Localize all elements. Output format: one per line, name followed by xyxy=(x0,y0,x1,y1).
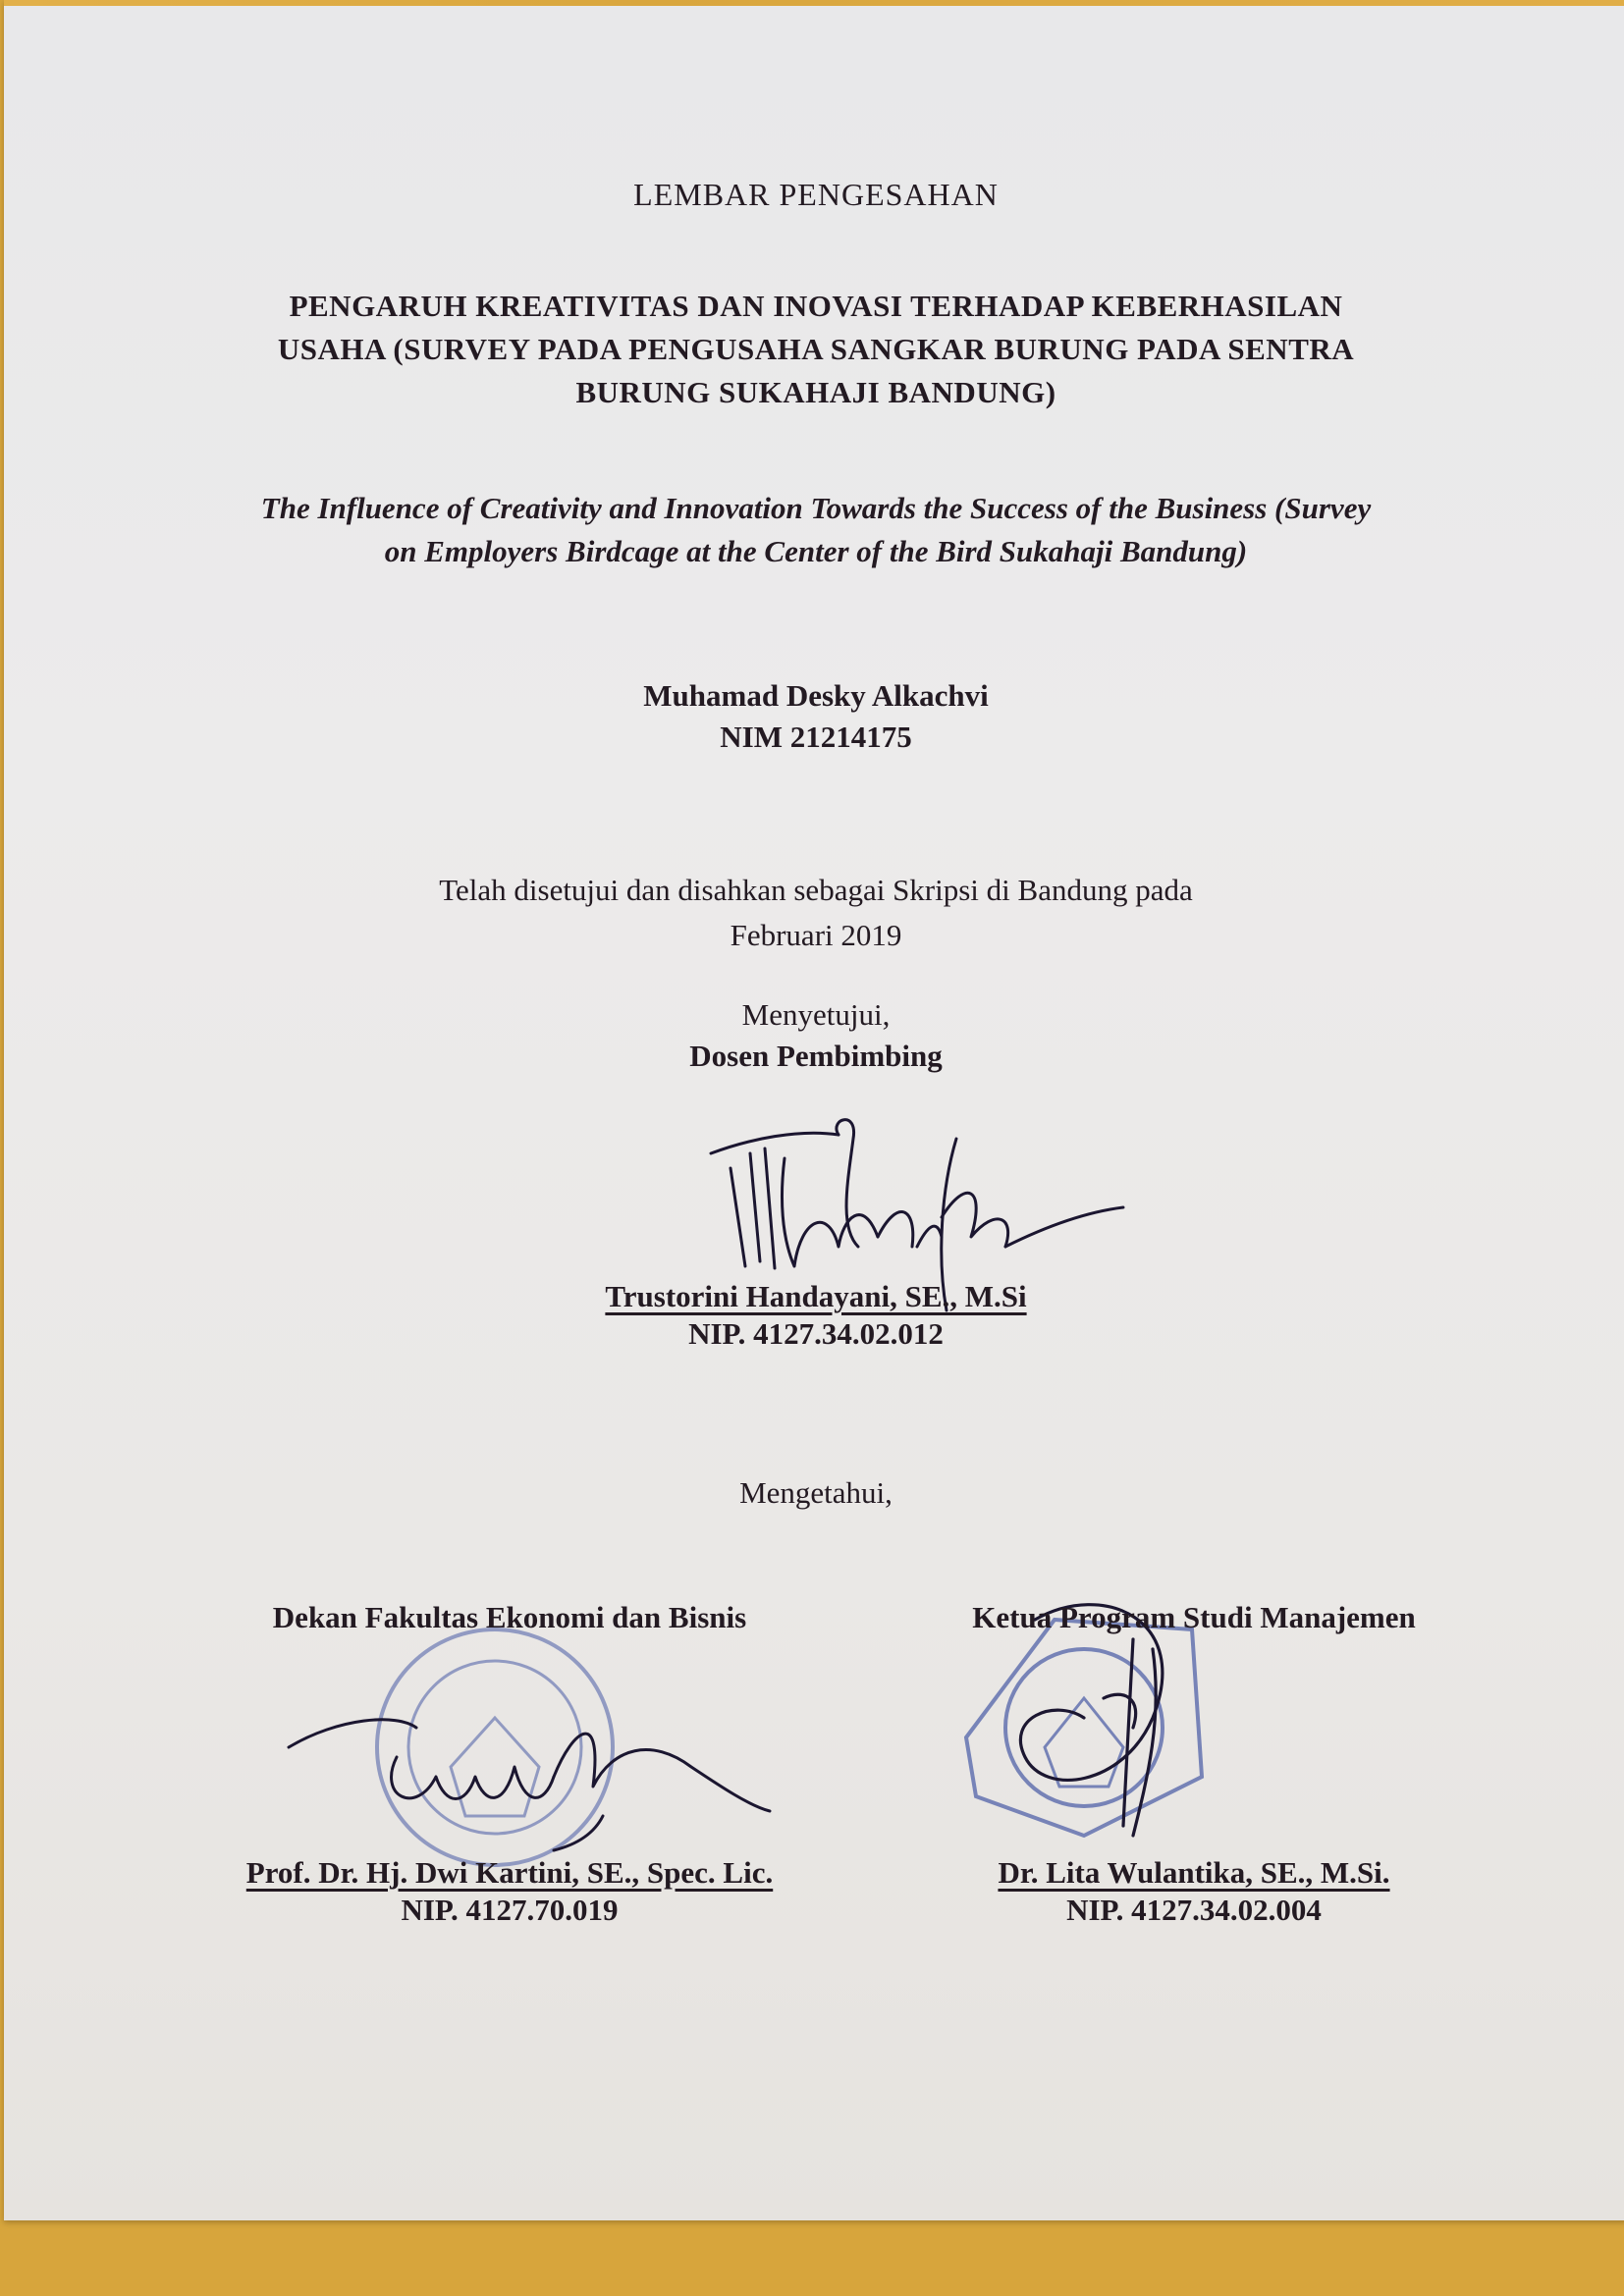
thesis-title-english xyxy=(4,487,1624,573)
head-name xyxy=(850,1855,1538,1891)
dean-role: Dekan Fakultas Ekonomi dan Bisnis xyxy=(272,1600,747,1634)
dean-name xyxy=(166,1855,853,1891)
approval-line: Telah disetujui dan disahkan sebagai Skripsi di Bandung pada xyxy=(439,873,1193,907)
mengetahui-label: Mengetahui, xyxy=(739,1475,893,1510)
title-line: USAHA (SURVEY PADA PENGUSAHA SANGKAR BURUNG PADA SENTRA xyxy=(277,332,1355,366)
page-heading: LEMBAR PENGESAHAN xyxy=(633,177,999,212)
dean-nip: NIP. 4127.70.019 xyxy=(401,1893,619,1927)
head-role: Ketua Program Studi Manajemen xyxy=(972,1600,1416,1634)
title-line: BURUNG SUKAHAJI BANDUNG) xyxy=(575,375,1056,409)
dean-name-text: Prof. Dr. Hj. Dwi Kartini, SE., Spec. Lic. xyxy=(245,1855,774,1890)
author-name: Muhamad Desky Alkachvi xyxy=(643,678,989,713)
approval-line: Februari 2019 xyxy=(730,918,902,952)
advisor-nip: NIP. 4127.34.02.012 xyxy=(688,1316,944,1351)
menyetujui-label: Menyetujui, xyxy=(741,997,891,1032)
thesis-title-indonesian xyxy=(4,285,1624,414)
title-line: PENGARUH KREATIVITAS DAN INOVASI TERHADAP KEBERHASILAN xyxy=(289,289,1343,323)
advisor-name xyxy=(4,1279,1624,1314)
advisor-role: Dosen Pembimbing xyxy=(689,1039,943,1073)
title-en-line: on Employers Birdcage at the Center of the Bird Sukahaji Bandung) xyxy=(384,534,1248,568)
approval-statement xyxy=(4,868,1624,958)
page-top-edge xyxy=(4,0,1624,6)
author-nim: NIM 21214175 xyxy=(720,720,912,754)
author-block xyxy=(4,675,1624,758)
advisor-name-text: Trustorini Handayani, SE., M.Si xyxy=(605,1279,1027,1313)
head-nip: NIP. 4127.34.02.004 xyxy=(1066,1893,1322,1927)
title-en-line: The Influence of Creativity and Innovation Towards the Success of the Business (Survey xyxy=(260,491,1372,525)
document-page xyxy=(4,0,1624,2220)
head-name-text: Dr. Lita Wulantika, SE., M.Si. xyxy=(998,1855,1390,1890)
dean-signature xyxy=(279,1669,789,1855)
